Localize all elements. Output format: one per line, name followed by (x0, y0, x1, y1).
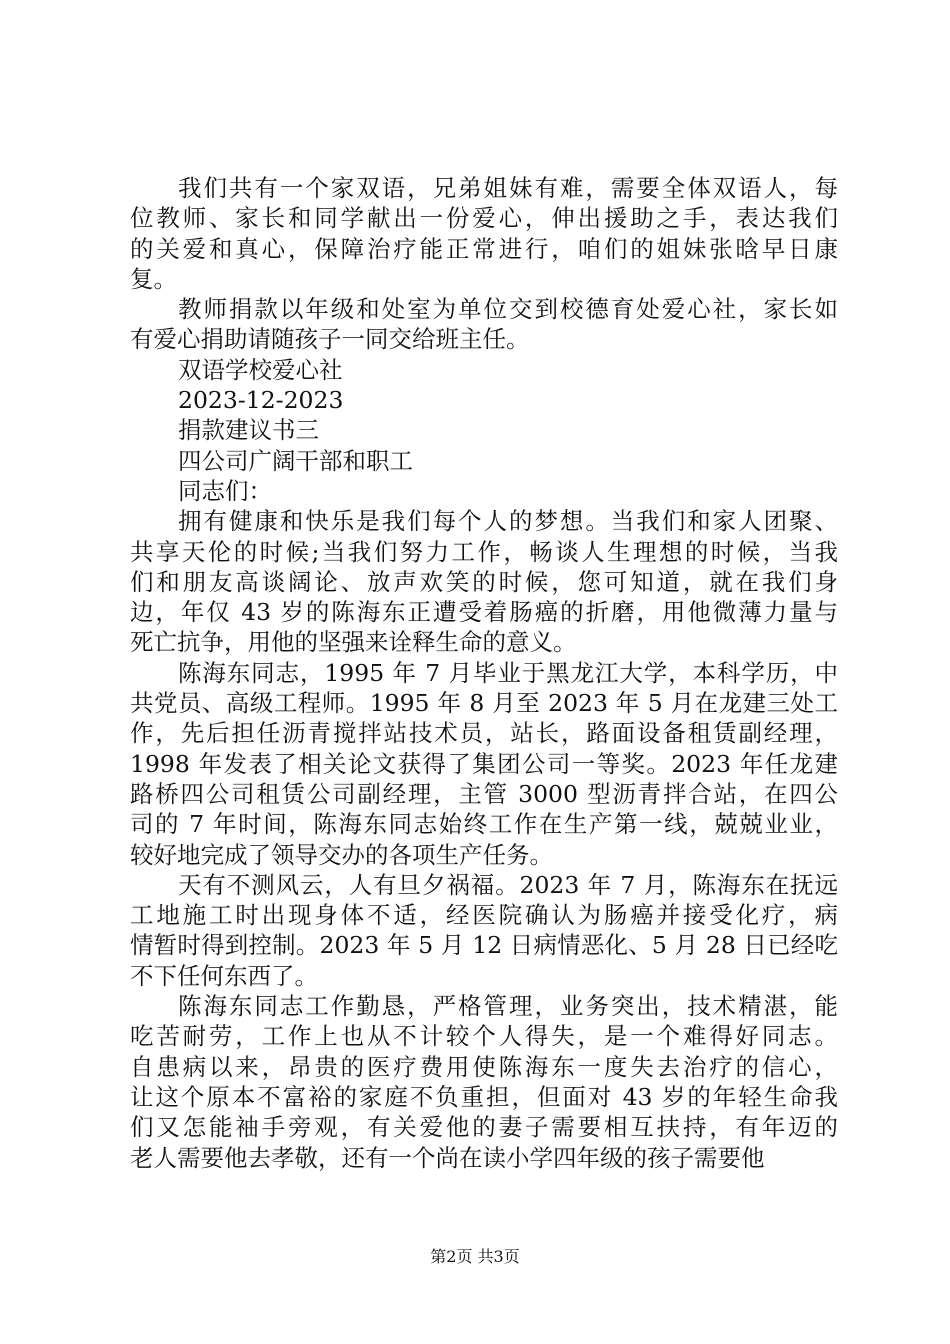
text-line: 吃苦耐劳，工作上也从不计较个人得失，是一个难得好同志。 (130, 1022, 838, 1051)
paragraph (130, 446, 838, 476)
text-line: 司的 7 年时间，陈海东同志始终工作在生产第一线，兢兢业业， (130, 810, 838, 839)
text-line: 们又怎能袖手旁观，有关爱他的妻子需要相互扶持，有年迈的 (130, 1113, 838, 1142)
text-line: 不下任何东西了。 (130, 961, 318, 990)
document-body (130, 173, 838, 1173)
text-line: 双语学校爱心社 (178, 355, 343, 384)
text-line: 较好地完成了领导交办的各项生产任务。 (130, 840, 553, 869)
text-line: 作，先后担任沥青搅拌站技术员，站长，路面设备租赁副经理， (130, 719, 838, 748)
paragraph (130, 991, 838, 1173)
paragraph (130, 173, 838, 294)
text-line: 老人需要他去孝敬，还有一个尚在读小学四年级的孩子需要他 (130, 1143, 765, 1172)
paragraph (130, 506, 838, 657)
paragraph (130, 415, 838, 445)
text-line: 让这个原本不富裕的家庭不负重担，但面对 43 岁的年轻生命我 (130, 1082, 838, 1111)
text-line: 们和朋友高谈阔论、放声欢笑的时候，您可知道，就在我们身 (130, 567, 838, 596)
text-line: 陈海东同志，1995 年 7 月毕业于黑龙江大学，本科学历，中 (178, 658, 838, 687)
paragraph (130, 294, 838, 355)
paragraph (130, 476, 838, 506)
text-line: 复。 (130, 264, 177, 293)
text-line: 捐款建议书三 (178, 416, 319, 445)
text-line: 自患病以来，昂贵的医疗费用使陈海东一度失去治疗的信心， (130, 1052, 838, 1081)
text-line: 路桥四公司租赁公司副经理，主管 3000 型沥青拌合站，在四公 (130, 779, 838, 808)
paragraph (130, 385, 838, 415)
text-line: 死亡抗争，用他的坚强来诠释生命的意义。 (130, 628, 577, 657)
page-footer: 第2页 共3页 (430, 1247, 520, 1266)
text-line: 陈海东同志工作勤恳，严格管理，业务突出，技术精湛，能 (178, 992, 838, 1021)
paragraph (130, 870, 838, 991)
text-line: 同志们： (178, 476, 272, 505)
paragraph (130, 355, 838, 385)
text-line: 我们共有一个家双语，兄弟姐妹有难，需要全体双语人，每 (178, 174, 838, 202)
text-line: 的关爱和真心，保障治疗能正常进行，咱们的姐妹张晗早日康 (130, 234, 838, 263)
text-line: 四公司广阔干部和职工 (178, 446, 413, 475)
text-line: 情暂时得到控制。2023 年 5 月 12 日病情恶化、5 月 28 日已经吃 (130, 931, 838, 960)
paragraph (130, 658, 838, 870)
text-line: 共党员、高级工程师。1995 年 8 月至 2023 年 5 月在龙建三处工 (130, 689, 838, 718)
text-line: 教师捐款以年级和处室为单位交到校德育处爱心社，家长如 (178, 295, 838, 324)
text-line: 共享天伦的时候;当我们努力工作，畅谈人生理想的时候，当我 (130, 537, 838, 566)
text-line: 边，年仅 43 岁的陈海东正遭受着肠癌的折磨，用他微薄力量与 (130, 598, 838, 627)
text-line: 2023-12-2023 (178, 386, 344, 415)
text-line: 有爱心捐助请随孩子一同交给班主任。 (130, 325, 530, 354)
text-line: 1998 年发表了相关论文获得了集团公司一等奖。2023 年任龙建 (130, 749, 838, 778)
text-line: 天有不测风云，人有旦夕祸福。2023 年 7 月，陈海东在抚远 (178, 870, 838, 899)
text-line: 工地施工时出现身体不适，经医院确认为肠癌并接受化疗，病 (130, 901, 838, 930)
text-line: 拥有健康和快乐是我们每个人的梦想。当我们和家人团聚、 (178, 507, 838, 536)
text-line: 位教师、家长和同学献出一份爱心，伸出援助之手，表达我们 (130, 204, 838, 233)
